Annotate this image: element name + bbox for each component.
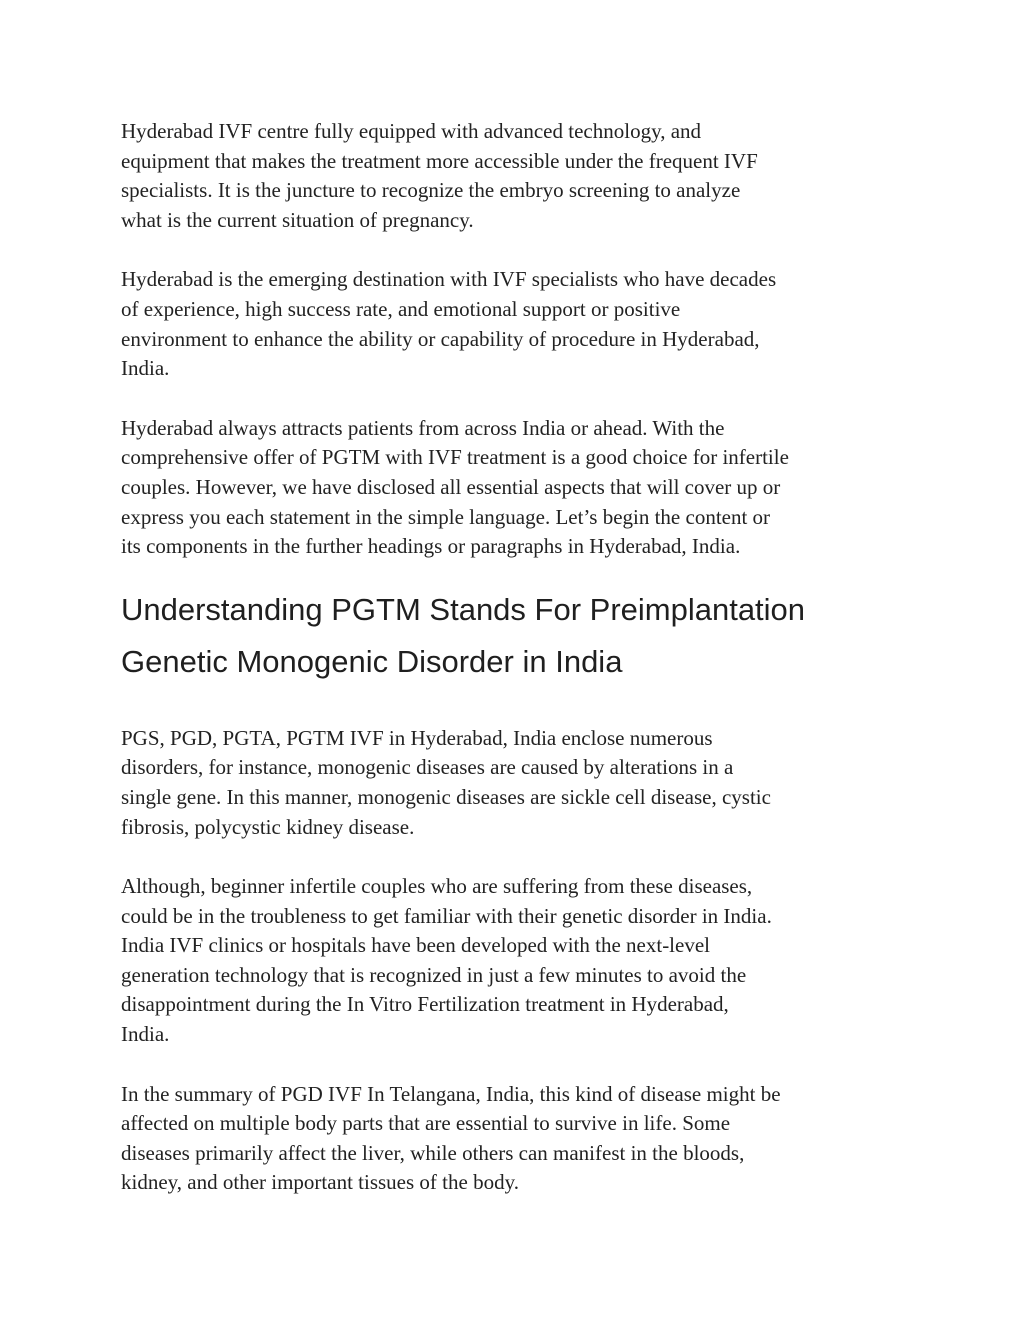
document-body xyxy=(121,117,911,1198)
paragraph-ivf-centre: Hyderabad IVF centre fully equipped with advanced technology, and equipment that makes the treatment more accessible under the frequent IVF specialists. It is the juncture to recognize the embryo screening to analyze what is the current situation of pregnancy. xyxy=(121,119,758,232)
section-heading: Understanding PGTM Stands For Preimplantation Genetic Monogenic Disorder in India xyxy=(121,591,806,679)
paragraph-summary: In the summary of PGD IVF In Telangana, India, this kind of disease might be affected on multiple body parts that are essential to survive in life. Some diseases primarily affect the liver, while others can manifest in the bloods, kidney, and other important tissues of the body. xyxy=(121,1081,781,1195)
paragraph-emerging-destination: Hyderabad is the emerging destination with IVF specialists who have decades of experience, high success rate, and emotional support or positive environment to enhance the ability or capability of procedure in Hyderabad, India. xyxy=(121,267,777,381)
paragraph-attracts-patients: Hyderabad always attracts patients from across India or ahead. With the comprehensive offer of PGTM with IVF treatment is a good choice for infertile couples. However, we have disclosed all essential aspects that will cover up or express you each statement in the simple language. Let’s begin the content or its components in the further headings or paragraphs in Hyderabad, India. xyxy=(121,415,789,559)
paragraph-monogenic-diseases: PGS, PGD, PGTA, PGTM IVF in Hyderabad, India enclose numerous disorders, for instance, monogenic diseases are caused by alterations in a single gene. In this manner, monogenic diseases are sickle cell disease, cystic fibrosis, polycystic kidney disease. xyxy=(121,725,771,839)
paragraph-beginner-couples: Although, beginner infertile couples who are suffering from these diseases, could be in the troubleness to get familiar with their genetic disorder in India. India IVF clinics or hospitals have been developed with the next-level generation technology that is recognized in just a few minutes to avoid the disappointment during the In Vitro Fertilization treatment in Hyderabad, India. xyxy=(121,874,772,1047)
